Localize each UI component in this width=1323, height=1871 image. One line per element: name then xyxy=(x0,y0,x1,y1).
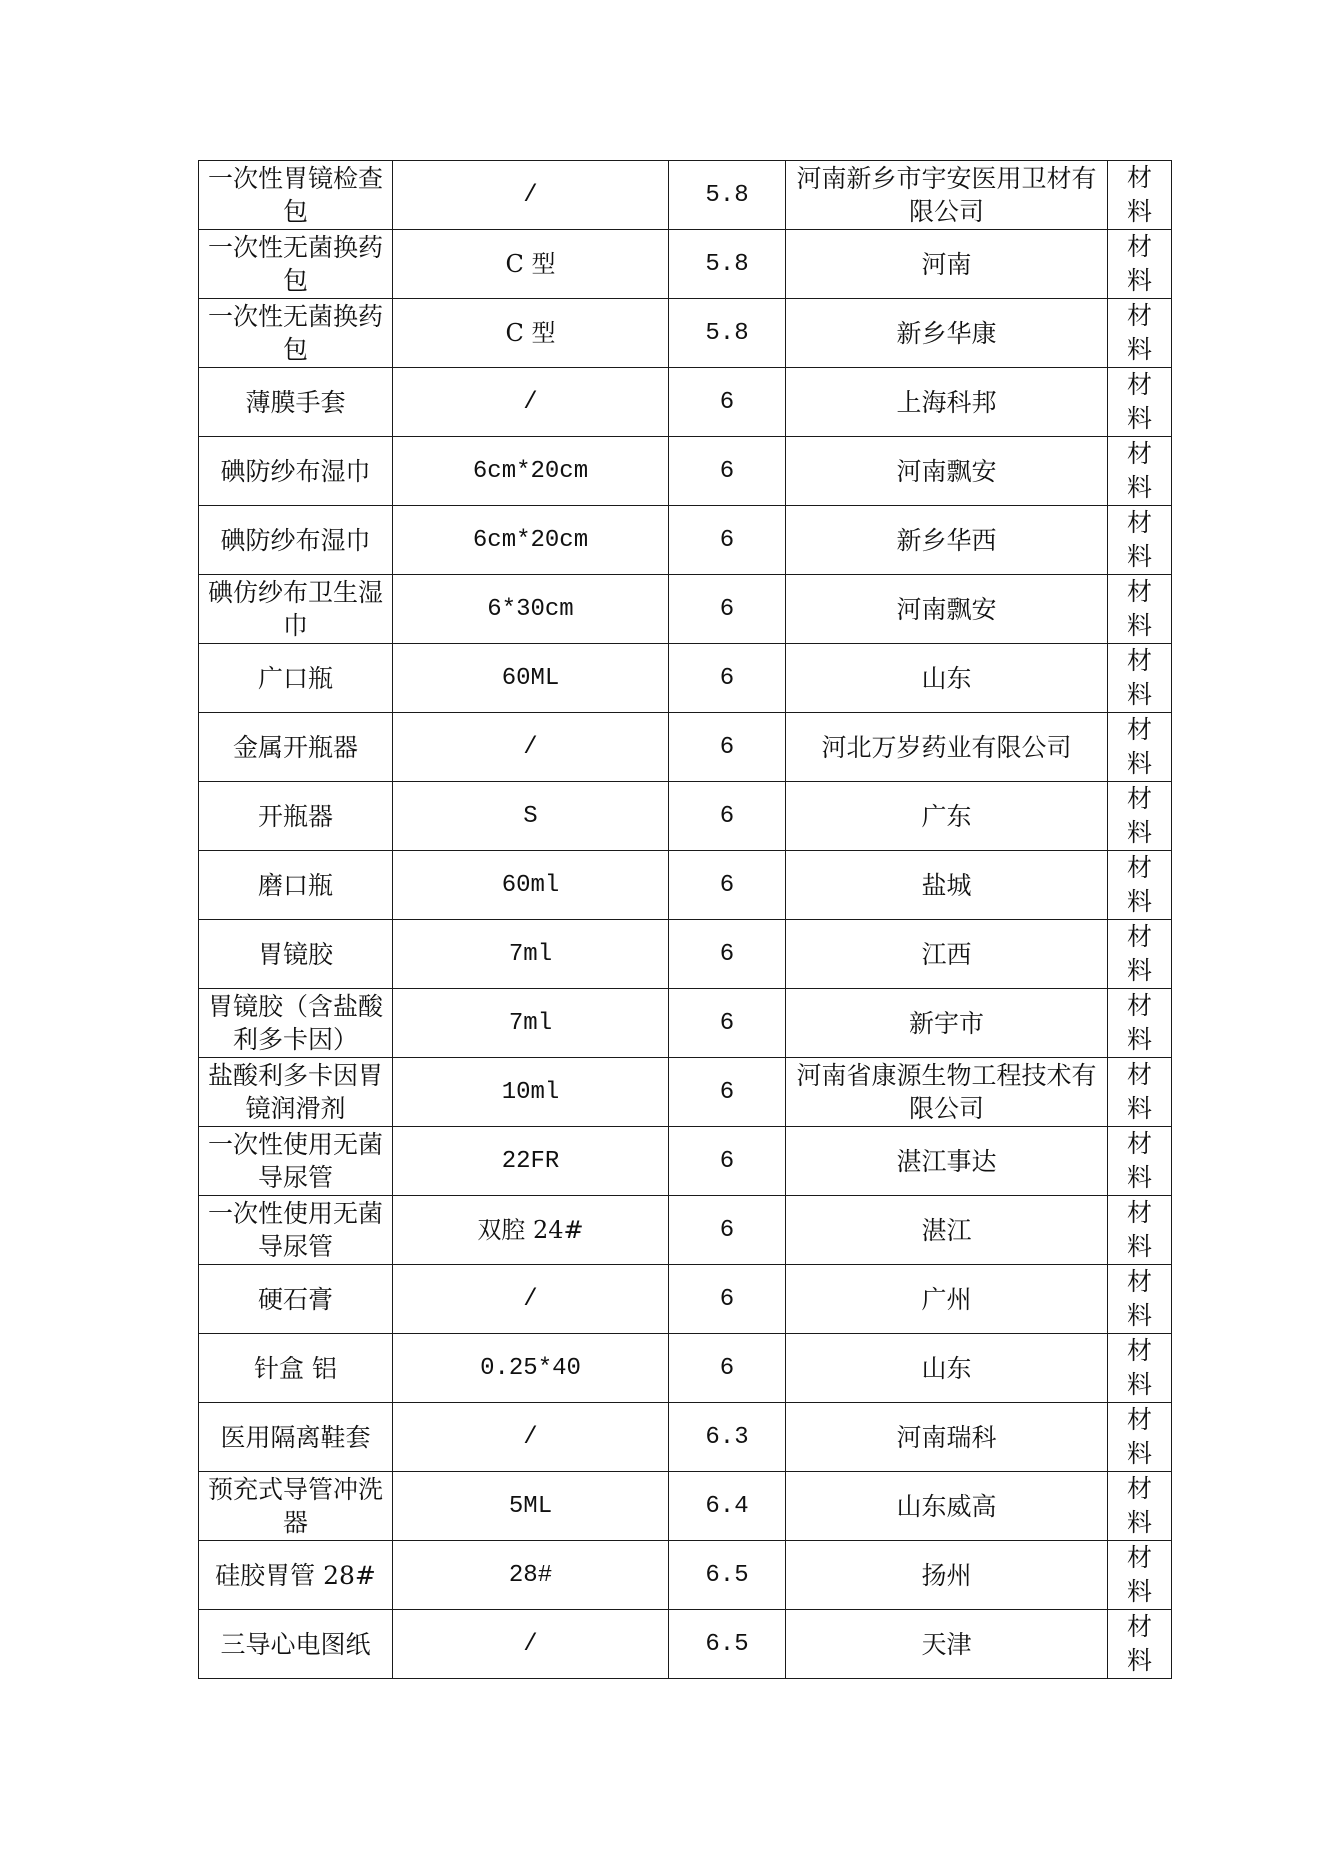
item-price-cell: 6 xyxy=(669,1196,786,1265)
item-price-cell: 6 xyxy=(669,506,786,575)
item-category-cell xyxy=(1108,161,1172,230)
item-category-cell xyxy=(1108,713,1172,782)
item-price-cell: 5.8 xyxy=(669,299,786,368)
item-name-cell: 硅胶胃管 28# xyxy=(199,1541,393,1610)
item-category-text: 材料 xyxy=(1126,991,1152,1054)
item-category-text: 材料 xyxy=(1126,1198,1152,1261)
item-price-cell: 6 xyxy=(669,1265,786,1334)
table-row xyxy=(199,1403,1172,1472)
table-row xyxy=(199,230,1172,299)
item-category-cell xyxy=(1108,1541,1172,1610)
item-supplier-cell: 扬州 xyxy=(786,1541,1108,1610)
item-name-cell: 一次性无菌换药包 xyxy=(199,299,393,368)
item-name-cell: 一次性使用无菌导尿管 xyxy=(199,1127,393,1196)
item-name-cell: 薄膜手套 xyxy=(199,368,393,437)
item-category-text: 材料 xyxy=(1126,853,1152,916)
item-category-cell xyxy=(1108,1196,1172,1265)
item-supplier-cell: 上海科邦 xyxy=(786,368,1108,437)
table-row xyxy=(199,989,1172,1058)
item-spec-cell: / xyxy=(393,1610,669,1679)
item-price-cell: 6.4 xyxy=(669,1472,786,1541)
item-category-cell xyxy=(1108,1265,1172,1334)
item-category-cell xyxy=(1108,1610,1172,1679)
table-row xyxy=(199,299,1172,368)
item-supplier-cell: 河北万岁药业有限公司 xyxy=(786,713,1108,782)
item-name-cell: 针盒 铝 xyxy=(199,1334,393,1403)
item-supplier-cell: 河南飘安 xyxy=(786,437,1108,506)
item-name-cell: 医用隔离鞋套 xyxy=(199,1403,393,1472)
item-category-text: 材料 xyxy=(1126,1129,1152,1192)
item-spec-cell: / xyxy=(393,1403,669,1472)
item-spec-cell: 0.25*40 xyxy=(393,1334,669,1403)
item-supplier-cell: 河南飘安 xyxy=(786,575,1108,644)
item-name-cell: 胃镜胶 xyxy=(199,920,393,989)
table-row xyxy=(199,437,1172,506)
item-name-cell: 开瓶器 xyxy=(199,782,393,851)
item-supplier-cell: 广东 xyxy=(786,782,1108,851)
item-supplier-cell: 江西 xyxy=(786,920,1108,989)
item-price-cell: 6 xyxy=(669,851,786,920)
item-category-cell xyxy=(1108,368,1172,437)
item-name-cell: 盐酸利多卡因胃镜润滑剂 xyxy=(199,1058,393,1127)
item-spec-cell: 6cm*20cm xyxy=(393,506,669,575)
item-category-text: 材料 xyxy=(1126,370,1152,433)
item-price-cell: 6 xyxy=(669,713,786,782)
materials-price-table xyxy=(198,160,1172,1679)
item-category-cell xyxy=(1108,506,1172,575)
item-category-text: 材料 xyxy=(1126,715,1152,778)
item-price-cell: 6.5 xyxy=(669,1541,786,1610)
table-row xyxy=(199,1334,1172,1403)
item-price-cell: 6 xyxy=(669,920,786,989)
item-price-cell: 6.5 xyxy=(669,1610,786,1679)
item-price-cell: 6 xyxy=(669,1058,786,1127)
item-category-cell xyxy=(1108,230,1172,299)
item-supplier-cell: 湛江 xyxy=(786,1196,1108,1265)
item-supplier-cell: 湛江事达 xyxy=(786,1127,1108,1196)
item-supplier-cell: 新宇市 xyxy=(786,989,1108,1058)
item-category-text: 材料 xyxy=(1126,1267,1152,1330)
item-name-cell: 碘防纱布湿巾 xyxy=(199,437,393,506)
item-name-cell: 一次性胃镜检查包 xyxy=(199,161,393,230)
item-name-cell: 金属开瓶器 xyxy=(199,713,393,782)
item-supplier-cell: 新乡华康 xyxy=(786,299,1108,368)
item-spec-cell: / xyxy=(393,1265,669,1334)
item-spec-cell: 60ml xyxy=(393,851,669,920)
item-supplier-cell: 山东威高 xyxy=(786,1472,1108,1541)
table-row xyxy=(199,851,1172,920)
table-row xyxy=(199,713,1172,782)
item-supplier-cell: 河南 xyxy=(786,230,1108,299)
item-supplier-cell: 广州 xyxy=(786,1265,1108,1334)
item-spec-cell: 22FR xyxy=(393,1127,669,1196)
item-category-cell xyxy=(1108,1334,1172,1403)
table-row xyxy=(199,920,1172,989)
item-spec-cell: 60ML xyxy=(393,644,669,713)
item-name-cell: 碘防纱布湿巾 xyxy=(199,506,393,575)
item-price-cell: 6 xyxy=(669,644,786,713)
item-category-cell xyxy=(1108,1127,1172,1196)
table-row xyxy=(199,1265,1172,1334)
item-category-text: 材料 xyxy=(1126,1060,1152,1123)
table-row xyxy=(199,1196,1172,1265)
item-category-text: 材料 xyxy=(1126,301,1152,364)
item-supplier-cell: 新乡华西 xyxy=(786,506,1108,575)
item-supplier-cell: 盐城 xyxy=(786,851,1108,920)
item-price-cell: 6 xyxy=(669,1127,786,1196)
table-row xyxy=(199,506,1172,575)
item-category-text: 材料 xyxy=(1126,577,1152,640)
item-supplier-cell: 山东 xyxy=(786,644,1108,713)
item-category-text: 材料 xyxy=(1126,646,1152,709)
item-category-cell xyxy=(1108,437,1172,506)
item-supplier-cell: 山东 xyxy=(786,1334,1108,1403)
item-name-cell: 磨口瓶 xyxy=(199,851,393,920)
item-spec-cell: S xyxy=(393,782,669,851)
item-spec-cell: 6*30cm xyxy=(393,575,669,644)
table-row xyxy=(199,368,1172,437)
item-category-cell xyxy=(1108,989,1172,1058)
item-category-cell xyxy=(1108,782,1172,851)
item-category-text: 材料 xyxy=(1126,1474,1152,1537)
item-name-cell: 三导心电图纸 xyxy=(199,1610,393,1679)
item-price-cell: 6 xyxy=(669,1334,786,1403)
item-spec-cell: 7ml xyxy=(393,920,669,989)
item-name-cell: 硬石膏 xyxy=(199,1265,393,1334)
item-name-cell: 胃镜胶（含盐酸利多卡因） xyxy=(199,989,393,1058)
item-price-cell: 5.8 xyxy=(669,161,786,230)
table-body xyxy=(199,161,1172,1679)
item-category-text: 材料 xyxy=(1126,1543,1152,1606)
item-price-cell: 6 xyxy=(669,575,786,644)
item-spec-cell: 7ml xyxy=(393,989,669,1058)
item-category-text: 材料 xyxy=(1126,922,1152,985)
item-name-cell: 预充式导管冲洗器 xyxy=(199,1472,393,1541)
item-price-cell: 5.8 xyxy=(669,230,786,299)
item-category-cell xyxy=(1108,920,1172,989)
item-category-text: 材料 xyxy=(1126,1612,1152,1675)
item-price-cell: 6 xyxy=(669,989,786,1058)
item-spec-cell: / xyxy=(393,368,669,437)
item-spec-cell: 双腔 24# xyxy=(393,1196,669,1265)
item-category-text: 材料 xyxy=(1126,232,1152,295)
item-category-text: 材料 xyxy=(1126,1405,1152,1468)
table-row xyxy=(199,644,1172,713)
item-category-cell xyxy=(1108,644,1172,713)
item-spec-cell: 5ML xyxy=(393,1472,669,1541)
item-spec-cell: / xyxy=(393,161,669,230)
item-name-cell: 碘仿纱布卫生湿巾 xyxy=(199,575,393,644)
item-spec-cell: 28# xyxy=(393,1541,669,1610)
item-name-cell: 一次性无菌换药包 xyxy=(199,230,393,299)
item-category-text: 材料 xyxy=(1126,163,1152,226)
item-supplier-cell: 天津 xyxy=(786,1610,1108,1679)
item-category-text: 材料 xyxy=(1126,508,1152,571)
item-category-cell xyxy=(1108,575,1172,644)
item-category-text: 材料 xyxy=(1126,439,1152,502)
item-price-cell: 6.3 xyxy=(669,1403,786,1472)
item-supplier-cell: 河南新乡市宇安医用卫材有限公司 xyxy=(786,161,1108,230)
table-row xyxy=(199,1127,1172,1196)
item-category-cell xyxy=(1108,1472,1172,1541)
table-row xyxy=(199,1541,1172,1610)
item-category-cell xyxy=(1108,1403,1172,1472)
item-price-cell: 6 xyxy=(669,437,786,506)
item-price-cell: 6 xyxy=(669,368,786,437)
item-spec-cell: C 型 xyxy=(393,230,669,299)
item-category-text: 材料 xyxy=(1126,784,1152,847)
table-row xyxy=(199,1472,1172,1541)
item-spec-cell: 6cm*20cm xyxy=(393,437,669,506)
table-row xyxy=(199,575,1172,644)
item-name-cell: 广口瓶 xyxy=(199,644,393,713)
item-spec-cell: C 型 xyxy=(393,299,669,368)
item-category-cell xyxy=(1108,299,1172,368)
item-category-text: 材料 xyxy=(1126,1336,1152,1399)
item-supplier-cell: 河南省康源生物工程技术有限公司 xyxy=(786,1058,1108,1127)
item-supplier-cell: 河南瑞科 xyxy=(786,1403,1108,1472)
item-category-cell xyxy=(1108,851,1172,920)
item-name-cell: 一次性使用无菌导尿管 xyxy=(199,1196,393,1265)
item-spec-cell: / xyxy=(393,713,669,782)
item-price-cell: 6 xyxy=(669,782,786,851)
table-row xyxy=(199,161,1172,230)
table-row xyxy=(199,782,1172,851)
item-spec-cell: 10ml xyxy=(393,1058,669,1127)
item-category-cell xyxy=(1108,1058,1172,1127)
table-row xyxy=(199,1058,1172,1127)
table-row xyxy=(199,1610,1172,1679)
